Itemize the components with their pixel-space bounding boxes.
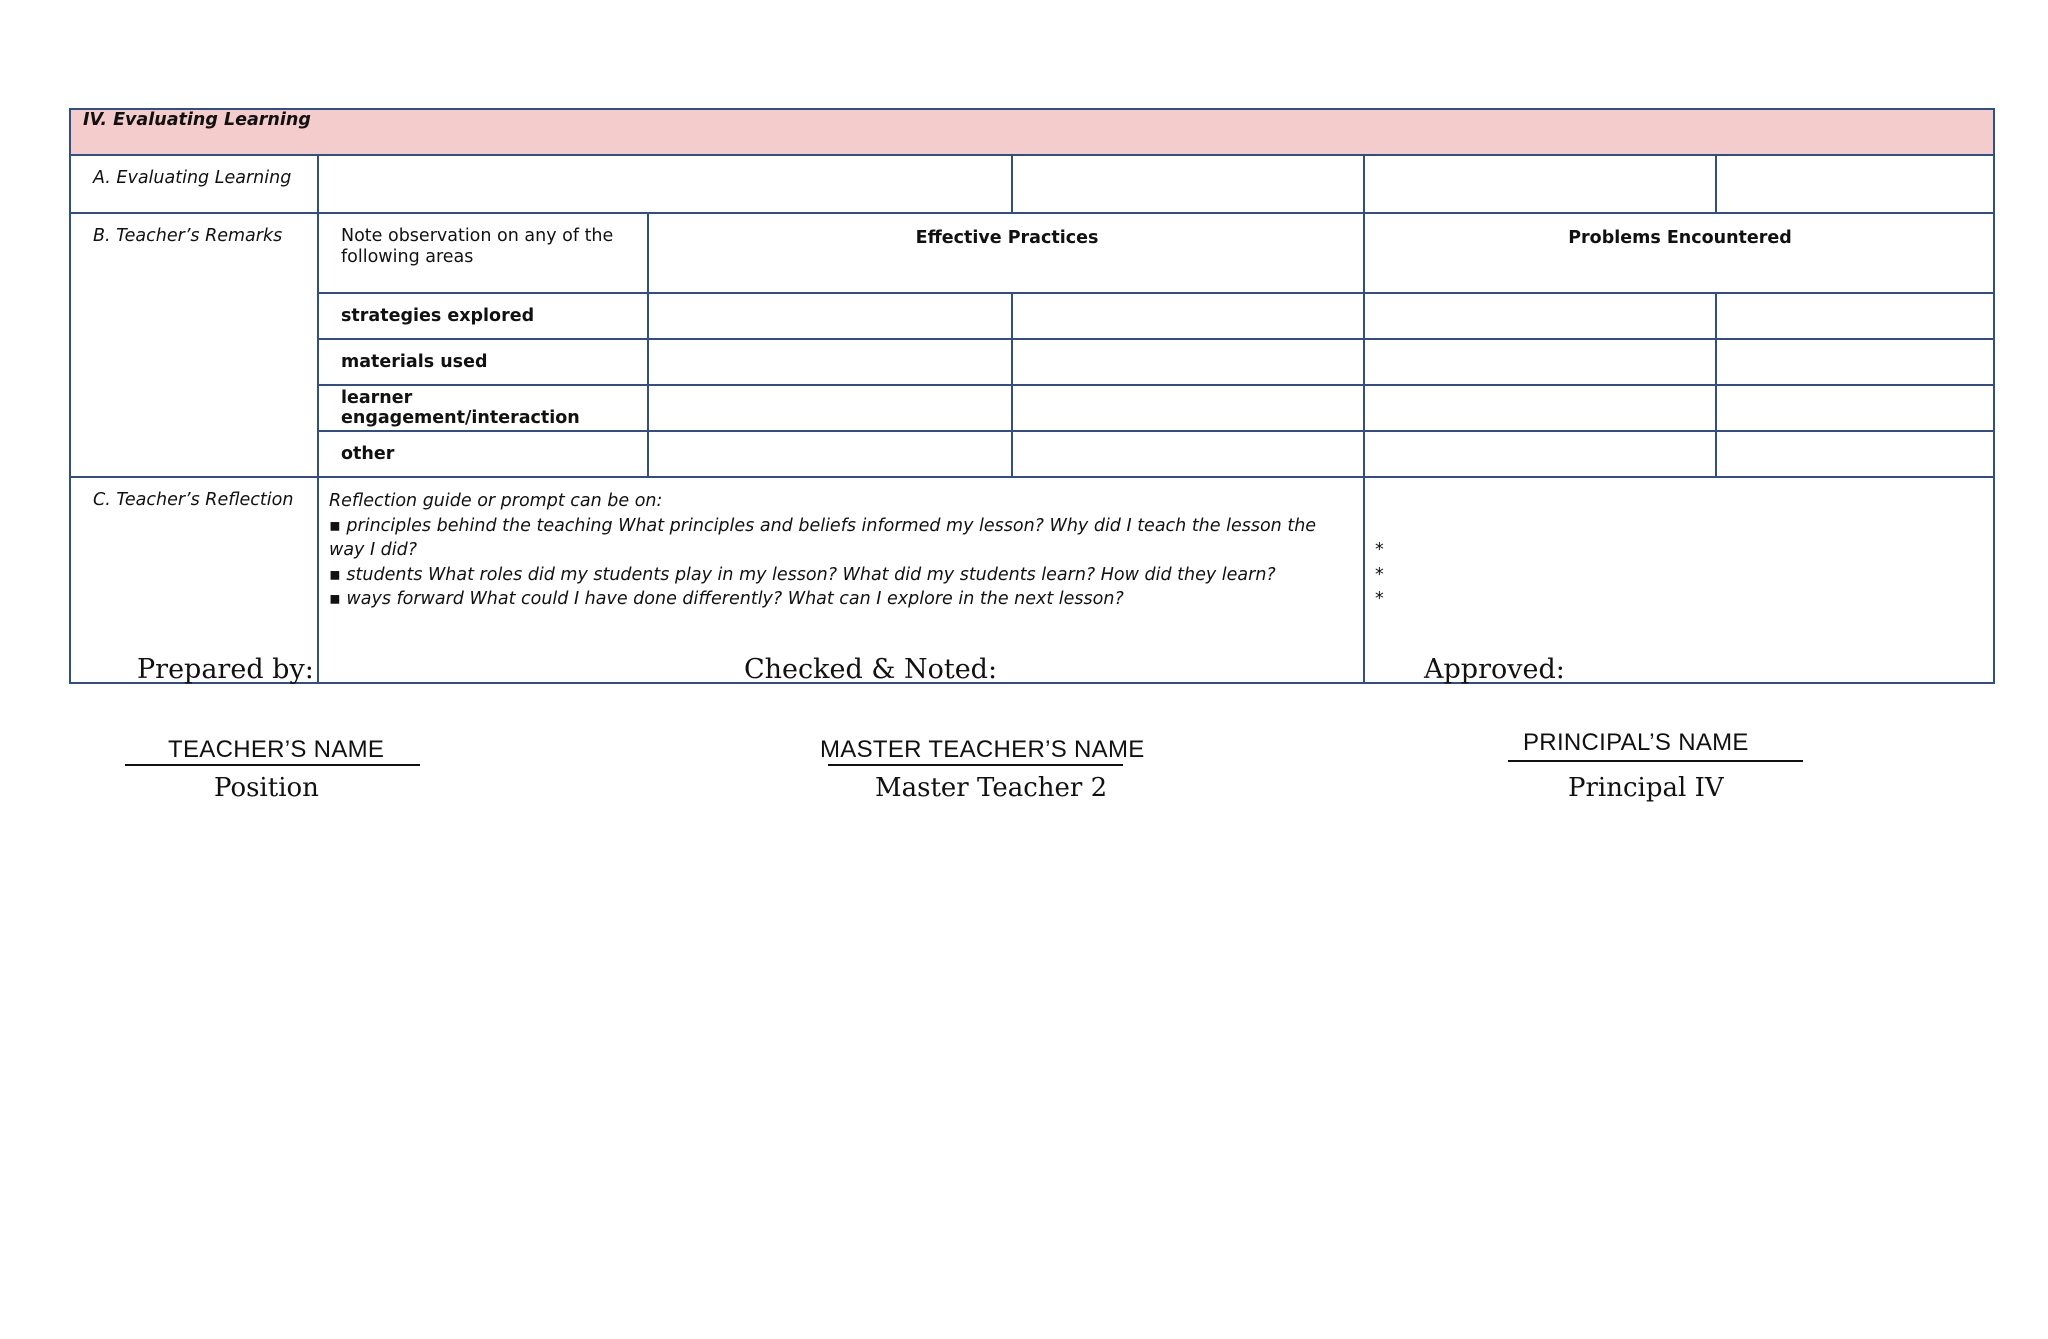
blank-cell[interactable] — [648, 431, 1012, 477]
observation-note: Note observation on any of the following areas — [318, 213, 648, 293]
bullet-star: * — [1375, 589, 1384, 609]
blank-cell[interactable] — [1012, 385, 1364, 431]
reflection-answer-cell[interactable] — [1364, 477, 1994, 683]
blank-cell[interactable] — [1716, 155, 1994, 213]
row-area — [70, 339, 1994, 385]
blank-cell[interactable] — [1364, 339, 1716, 385]
row-area — [70, 385, 1994, 431]
evaluating-learning-table — [69, 108, 1995, 684]
blank-cell[interactable] — [1364, 155, 1716, 213]
teachers-reflection-label: C. Teacher’s Reflection — [70, 477, 318, 683]
blank-cell[interactable] — [1716, 339, 1994, 385]
blank-cell[interactable] — [1716, 385, 1994, 431]
row-area — [70, 293, 1994, 339]
blank-cell[interactable] — [1364, 293, 1716, 339]
master-teacher-position: Master Teacher 2 — [875, 773, 1108, 803]
reflection-line: ▪ students What roles did my students play in my lesson? What did my students learn? How did they learn? — [329, 564, 1276, 585]
teacher-signature-line — [125, 764, 420, 766]
blank-cell[interactable] — [1364, 385, 1716, 431]
teachers-remarks-label: B. Teacher’s Remarks — [70, 213, 318, 477]
area-learner-engagement: learner engagement/interaction — [318, 385, 648, 431]
bullet-star: * — [1375, 540, 1384, 560]
teacher-name: TEACHER’S NAME — [168, 736, 385, 763]
row-teachers-remarks — [70, 213, 1994, 293]
approved-caption: Approved: — [1424, 654, 1565, 685]
blank-cell[interactable] — [1012, 155, 1364, 213]
area-strategies-explored: strategies explored — [318, 293, 648, 339]
reflection-guide — [318, 477, 1364, 683]
row-evaluating-learning — [70, 155, 1994, 213]
blank-cell[interactable] — [1012, 339, 1364, 385]
reflection-line: Reflection guide or prompt can be on: — [329, 491, 663, 511]
blank-cell[interactable] — [648, 385, 1012, 431]
blank-cell[interactable] — [318, 155, 1012, 213]
effective-practices-header: Effective Practices — [648, 213, 1364, 293]
problems-encountered-header: Problems Encountered — [1364, 213, 1994, 293]
blank-cell[interactable] — [1012, 293, 1364, 339]
principal-position: Principal IV — [1568, 773, 1724, 803]
principal-name: PRINCIPAL’S NAME — [1523, 729, 1749, 756]
blank-cell[interactable] — [1364, 431, 1716, 477]
blank-cell[interactable] — [1716, 431, 1994, 477]
master-teacher-signature-line — [828, 764, 1123, 766]
blank-cell[interactable] — [648, 293, 1012, 339]
prepared-by-caption: Prepared by: — [137, 654, 314, 685]
blank-cell[interactable] — [648, 339, 1012, 385]
teacher-position: Position — [214, 773, 319, 803]
blank-cell[interactable] — [1012, 431, 1364, 477]
master-teacher-name: MASTER TEACHER’S NAME — [820, 736, 1145, 763]
row-area — [70, 431, 1994, 477]
reflection-line: ▪ principles behind the teaching What principles and beliefs informed my lesson? Why did I teach the lesson the way I did? — [329, 515, 1317, 560]
area-materials-used: materials used — [318, 339, 648, 385]
bullet-star: * — [1375, 564, 1384, 585]
section-title: IV. Evaluating Learning — [70, 109, 1994, 155]
blank-cell[interactable] — [1716, 293, 1994, 339]
area-other: other — [318, 431, 648, 477]
evaluating-learning-label: A. Evaluating Learning — [70, 155, 318, 213]
section-header-row — [70, 109, 1994, 155]
reflection-line: ▪ ways forward What could I have done differently? What can I explore in the next lesson? — [329, 589, 1124, 609]
principal-signature-line — [1508, 760, 1803, 762]
row-teachers-reflection — [70, 477, 1994, 683]
checked-noted-caption: Checked & Noted: — [744, 654, 998, 685]
